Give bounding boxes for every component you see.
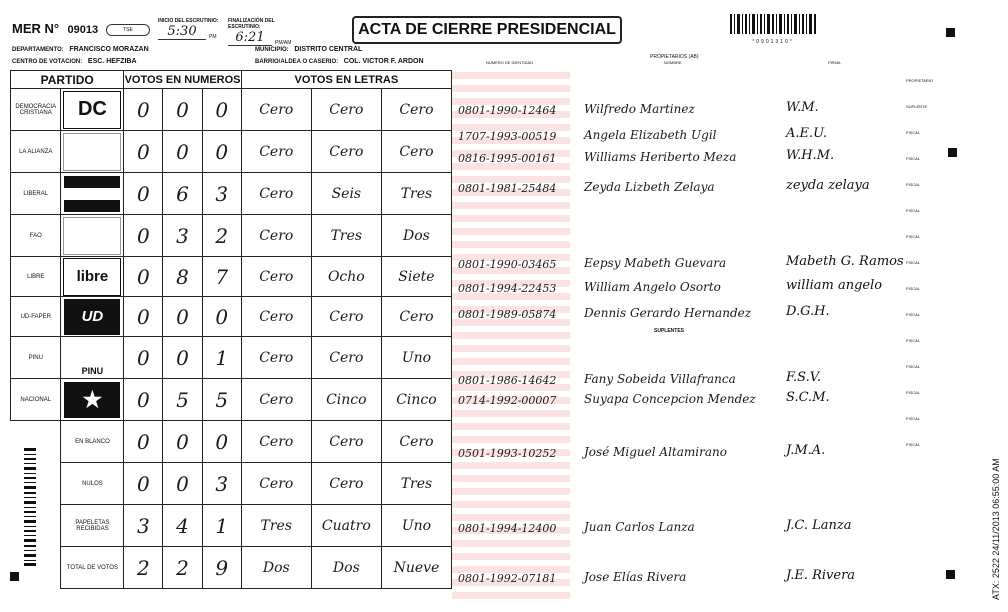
final-value: 6:21 xyxy=(228,30,272,46)
vote-word: Cero xyxy=(311,297,381,337)
centro-label: CENTRO DE VOTACION: xyxy=(12,59,83,65)
row-tag: FISCAL xyxy=(906,390,921,395)
vote-digit: 1 xyxy=(202,337,241,379)
member-signature: william angelo xyxy=(786,278,883,293)
vote-digit: 8 xyxy=(163,257,202,297)
vote-word: Cero xyxy=(241,89,311,131)
vote-digit: 0 xyxy=(202,421,241,463)
vote-digit: 0 xyxy=(163,131,202,173)
member-signature: J.E. Rivera xyxy=(786,568,856,583)
vote-digit: 0 xyxy=(163,297,202,337)
departamento-line xyxy=(12,46,149,53)
vote-word: Tres xyxy=(381,463,451,505)
member-id: 1707-1993-00519 xyxy=(458,130,557,143)
party-name: UD-FAPER xyxy=(11,297,61,337)
vote-digit: 0 xyxy=(202,131,241,173)
votes-table xyxy=(10,70,452,589)
vote-digit: 0 xyxy=(163,89,202,131)
identity-strip xyxy=(452,592,570,599)
barrio-value: COL. VICTOR F. ARDON xyxy=(343,58,424,65)
vote-digit: 0 xyxy=(124,173,163,215)
row-tag: FISCAL xyxy=(906,156,921,161)
mer-label: MER N° xyxy=(12,21,60,36)
vote-digit: 3 xyxy=(202,463,241,505)
party-name: LIBRE xyxy=(11,257,61,297)
member-signature: W.H.M. xyxy=(786,148,835,163)
party-logo-icon: ★ xyxy=(64,382,120,418)
row-tag: SUPLENTE xyxy=(906,104,928,109)
vote-digit: 3 xyxy=(124,505,163,547)
party-logo xyxy=(61,89,124,131)
row-spacer xyxy=(11,547,61,589)
vote-word: Cero xyxy=(381,131,451,173)
row-tag: FISCAL xyxy=(906,130,921,135)
member-name: Fany Sobeida Villafranca xyxy=(584,372,736,386)
row-spacer xyxy=(11,421,61,463)
member-id: 0801-1990-03465 xyxy=(458,258,557,271)
identity-strip xyxy=(452,488,570,495)
member-name: Wilfredo Martinez xyxy=(584,102,695,116)
row-tag: FISCAL xyxy=(906,442,921,447)
party-row xyxy=(11,379,452,421)
row-label: EN BLANCO xyxy=(61,421,124,463)
vote-digit: 2 xyxy=(202,215,241,257)
identity-strip xyxy=(452,241,570,248)
member-id: 0801-1992-07181 xyxy=(458,572,557,585)
member-id: 0714-1992-00007 xyxy=(458,394,557,407)
party-row xyxy=(11,131,452,173)
departamento-value: FRANCISCO MORAZAN xyxy=(69,46,149,53)
member-name: Angela Elizabeth Ugil xyxy=(584,128,717,142)
vote-digit: 5 xyxy=(163,379,202,421)
party-name: PINU xyxy=(11,337,61,379)
vote-digit: 0 xyxy=(124,421,163,463)
vote-word: Dos xyxy=(241,547,311,589)
member-signature: A.E.U. xyxy=(786,126,828,141)
vote-word: Uno xyxy=(381,337,451,379)
vote-word: Cinco xyxy=(311,379,381,421)
vote-digit: 6 xyxy=(163,173,202,215)
mer-number-block xyxy=(12,20,98,38)
member-name: Juan Carlos Lanza xyxy=(584,520,695,534)
vote-word: Cero xyxy=(241,337,311,379)
vote-word: Cero xyxy=(241,379,311,421)
vote-digit: 2 xyxy=(163,547,202,589)
party-logo-icon: libre xyxy=(63,258,121,296)
tse-logo: TSE xyxy=(106,24,150,36)
vote-word: Nueve xyxy=(381,547,451,589)
vote-word: Cero xyxy=(241,215,311,257)
party-name: DEMOCRACIA CRISTIANA xyxy=(11,89,61,131)
party-row xyxy=(11,337,452,379)
row-label: TOTAL DE VOTOS xyxy=(61,547,124,589)
party-row xyxy=(11,505,452,547)
member-signature: Mabeth G. Ramos xyxy=(786,254,904,269)
inicio-block xyxy=(158,18,228,40)
row-tag: FISCAL xyxy=(906,364,921,369)
member-name: Suyapa Concepcion Mendez xyxy=(584,392,756,406)
party-logo xyxy=(61,297,124,337)
row-tag: PROPIETARIO xyxy=(906,78,934,83)
row-spacer xyxy=(11,463,61,505)
vote-digit: 0 xyxy=(124,257,163,297)
party-logo xyxy=(61,379,124,421)
col-identidad-header: NUMERO DE IDENTIDAD xyxy=(486,60,534,65)
inicio-label: INICIO DEL ESCRUTINIO: xyxy=(158,18,219,24)
row-label: PAPELETAS RECIBIDAS xyxy=(61,505,124,547)
vote-digit: 1 xyxy=(202,505,241,547)
vote-word: Cero xyxy=(241,257,311,297)
final-label: FINALIZACIÓN DEL ESCRUTINIO: xyxy=(228,18,275,30)
registration-mark-mid-right xyxy=(948,148,957,157)
centro-value: ESC. HEFZIBA xyxy=(87,58,137,65)
barrio-label: BARRIO/ALDEA O CASERIO: xyxy=(255,59,339,65)
vote-word: Cero xyxy=(241,421,311,463)
col-propietarios-header: PROPIETARIOS (AB) xyxy=(650,54,699,60)
vote-word: Ocho xyxy=(311,257,381,297)
identity-strip xyxy=(452,332,570,339)
row-tag: FISCAL xyxy=(906,260,921,265)
row-tag: FISCAL xyxy=(906,312,921,317)
vote-digit: 0 xyxy=(124,379,163,421)
document-title: ACTA DE CIERRE PRESIDENCIAL xyxy=(352,16,622,44)
row-tag: FISCAL xyxy=(906,182,921,187)
municipio-line xyxy=(255,46,362,53)
header-partido: PARTIDO xyxy=(11,71,124,89)
registration-mark-top-right xyxy=(946,28,955,37)
identity-strip xyxy=(452,423,570,430)
party-name: LA ALIANZA xyxy=(11,131,61,173)
vote-word: Tres xyxy=(311,215,381,257)
member-name: Zeyda Lizbeth Zelaya xyxy=(584,180,715,194)
row-spacer xyxy=(11,505,61,547)
party-logo-icon: DC xyxy=(63,91,121,129)
member-signature: F.S.V. xyxy=(786,370,821,385)
centro-line xyxy=(12,58,137,65)
party-logo xyxy=(61,337,124,379)
member-name: Eepsy Mabeth Guevara xyxy=(584,256,727,270)
member-name: Jose Elías Rivera xyxy=(584,570,687,584)
header-votos-numeros: VOTOS EN NUMEROS xyxy=(124,71,241,89)
final-suffix: PM/AM xyxy=(275,40,292,46)
vote-digit: 0 xyxy=(124,463,163,505)
vote-digit: 0 xyxy=(163,337,202,379)
vote-digit: 4 xyxy=(163,505,202,547)
vote-word: Cero xyxy=(381,421,451,463)
party-row xyxy=(11,89,452,131)
vote-digit: 0 xyxy=(202,297,241,337)
member-signature: J.C. Lanza xyxy=(786,518,852,533)
vote-word: Seis xyxy=(311,173,381,215)
party-logo xyxy=(61,173,124,215)
member-name: Dennis Gerardo Hernandez xyxy=(584,306,752,320)
vote-digit: 0 xyxy=(124,89,163,131)
member-signature: W.M. xyxy=(786,100,819,115)
vote-word: Cero xyxy=(241,463,311,505)
member-signature: D.G.H. xyxy=(786,304,830,319)
vote-digit: 0 xyxy=(202,89,241,131)
party-logo xyxy=(61,215,124,257)
vote-word: Cero xyxy=(381,89,451,131)
vote-word: Cero xyxy=(241,131,311,173)
identity-strip xyxy=(452,202,570,209)
vote-word: Cero xyxy=(311,421,381,463)
vote-word: Cero xyxy=(241,173,311,215)
vote-digit: 9 xyxy=(202,547,241,589)
party-row xyxy=(11,297,452,337)
vote-word: Dos xyxy=(381,215,451,257)
inicio-value: 5:30 xyxy=(158,24,206,40)
identity-strip xyxy=(452,553,570,560)
party-row xyxy=(11,257,452,297)
vote-digit: 2 xyxy=(124,547,163,589)
member-id: 0816-1995-00161 xyxy=(458,152,557,165)
member-name: José Miguel Altamirano xyxy=(584,445,727,459)
party-logo-icon: UD xyxy=(64,299,120,335)
suplentes-label: SUPLENTES xyxy=(654,328,685,334)
identity-strip xyxy=(452,475,570,482)
party-logo-icon xyxy=(64,176,120,212)
party-row xyxy=(11,547,452,589)
identity-strip xyxy=(452,215,570,222)
party-row xyxy=(11,215,452,257)
vote-digit: 0 xyxy=(124,215,163,257)
identity-strip xyxy=(452,72,570,79)
row-tag: FISCAL xyxy=(906,234,921,239)
identity-strip xyxy=(452,436,570,443)
row-tag: FISCAL xyxy=(906,286,921,291)
identity-strip xyxy=(452,501,570,508)
vote-word: Cinco xyxy=(381,379,451,421)
row-tag: FISCAL xyxy=(906,208,921,213)
municipio-value: DISTRITO CENTRAL xyxy=(294,46,363,53)
barcode-number: *0901310* xyxy=(752,39,794,45)
member-id: 0801-1986-14642 xyxy=(458,374,557,387)
row-tag: FISCAL xyxy=(906,416,921,421)
member-id: 0801-1990-12464 xyxy=(458,104,557,117)
row-tag: FISCAL xyxy=(906,338,921,343)
vote-word: Dos xyxy=(311,547,381,589)
party-row xyxy=(11,421,452,463)
vote-digit: 0 xyxy=(124,131,163,173)
member-id: 0801-1994-12400 xyxy=(458,522,557,535)
party-logo xyxy=(61,257,124,297)
row-label: NULOS xyxy=(61,463,124,505)
vote-word: Uno xyxy=(381,505,451,547)
party-name: NACIONAL xyxy=(11,379,61,421)
member-signature: zeyda zelaya xyxy=(786,178,870,193)
col-nombre-header: NOMBRE xyxy=(664,60,682,65)
identity-strip xyxy=(452,540,570,547)
identity-strip xyxy=(452,462,570,469)
vote-word: Cero xyxy=(381,297,451,337)
barcode xyxy=(730,14,816,45)
party-logo-icon xyxy=(63,217,121,255)
vote-digit: 0 xyxy=(124,297,163,337)
vote-digit: 5 xyxy=(202,379,241,421)
vote-word: Cero xyxy=(311,463,381,505)
inicio-suffix: PM xyxy=(209,34,217,40)
final-block xyxy=(228,18,304,46)
vote-word: Cero xyxy=(311,337,381,379)
municipio-label: MUNICIPIO: xyxy=(255,47,289,53)
party-name: FAO xyxy=(11,215,61,257)
identity-strip xyxy=(452,345,570,352)
party-name: LIBERAL xyxy=(11,173,61,215)
member-id: 0801-1989-05874 xyxy=(458,308,557,321)
party-row xyxy=(11,173,452,215)
col-firma-header: FIRMA xyxy=(828,60,841,65)
identity-strip xyxy=(452,514,570,521)
vote-digit: 0 xyxy=(124,337,163,379)
member-signature: J.M.A. xyxy=(786,443,826,458)
vote-word: Cero xyxy=(311,89,381,131)
member-id: 0501-1993-10252 xyxy=(458,447,557,460)
barrio-line xyxy=(255,58,424,65)
party-logo xyxy=(61,131,124,173)
identity-strip xyxy=(452,358,570,365)
vote-digit: 3 xyxy=(163,215,202,257)
timestamp-stamp: ATX: 2522 24/11/2013 06:55:00 AM xyxy=(991,458,1001,600)
departamento-label: DEPARTAMENTO: xyxy=(12,47,64,53)
vote-digit: 7 xyxy=(202,257,241,297)
barcode-bars xyxy=(730,14,816,34)
vote-digit: 3 xyxy=(202,173,241,215)
identity-strip xyxy=(452,410,570,417)
vote-word: Cuatro xyxy=(311,505,381,547)
identity-strip xyxy=(452,228,570,235)
vote-word: Tres xyxy=(241,505,311,547)
member-name: William Angelo Osorto xyxy=(584,280,721,294)
party-row xyxy=(11,463,452,505)
member-id: 0801-1981-25484 xyxy=(458,182,557,195)
member-name: Williams Heriberto Meza xyxy=(584,150,737,164)
vote-digit: 0 xyxy=(163,421,202,463)
vote-word: Cero xyxy=(241,297,311,337)
mer-number: 09013 xyxy=(67,24,99,36)
vote-digit: 0 xyxy=(163,463,202,505)
header-votos-letras: VOTOS EN LETRAS xyxy=(241,71,451,89)
vote-word: Siete xyxy=(381,257,451,297)
registration-mark-bottom-right xyxy=(946,570,955,579)
member-signature: S.C.M. xyxy=(786,390,830,405)
vote-word: Tres xyxy=(381,173,451,215)
vote-word: Cero xyxy=(311,131,381,173)
party-logo-icon: PINU xyxy=(81,365,104,376)
party-logo-icon xyxy=(63,133,121,171)
identity-strip xyxy=(452,85,570,92)
member-id: 0801-1994-22453 xyxy=(458,282,557,295)
